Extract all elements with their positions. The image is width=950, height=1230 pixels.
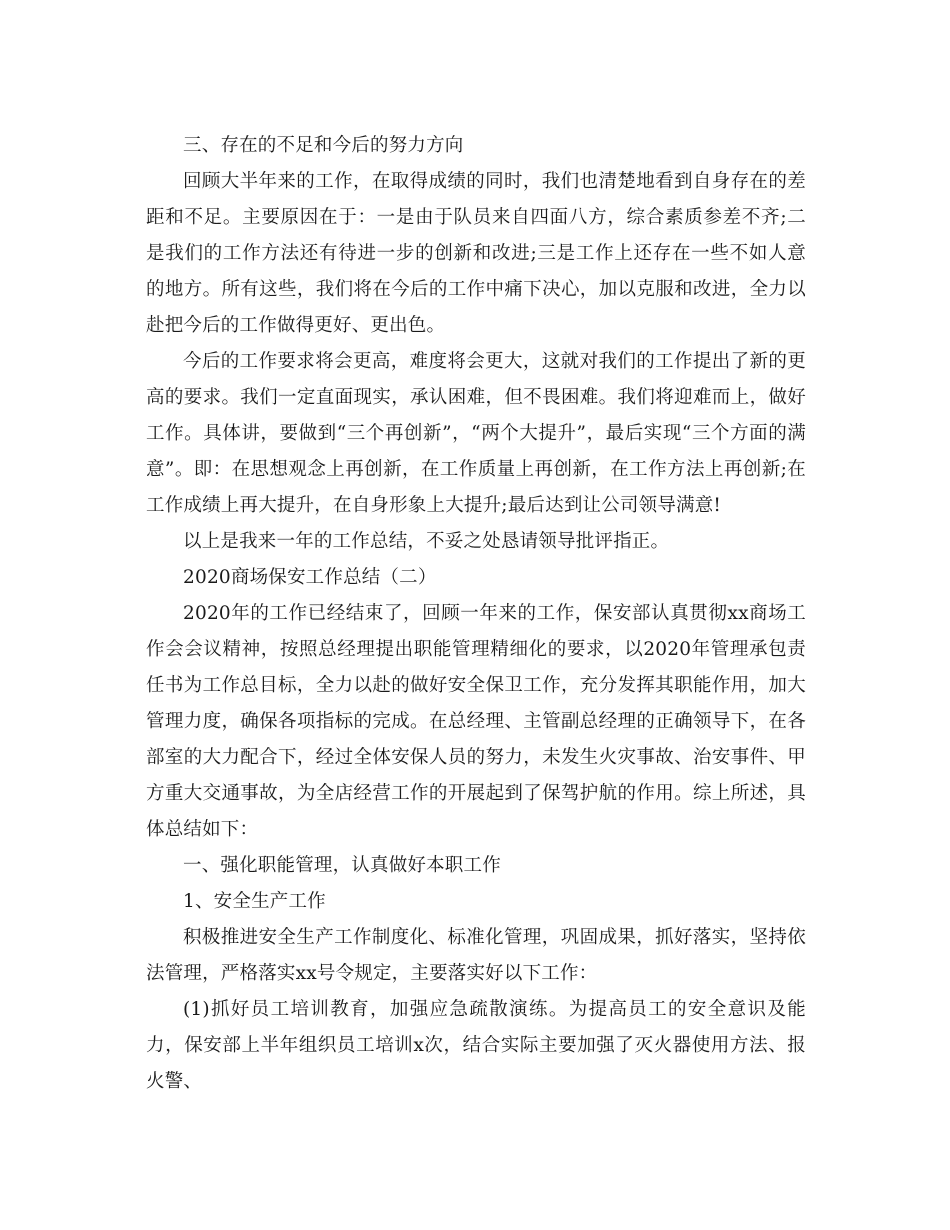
subsection-heading-safety-production: 1、安全生产工作	[183, 891, 326, 912]
document-body	[146, 128, 806, 1100]
document-subtitle: 2020商场保安工作总结（二）	[183, 567, 437, 588]
paragraph-review: 回顾大半年来的工作，在取得成绩的同时，我们也清楚地看到自身存在的差距和不足。主要原因在于：一是由于队员来自四面八方，综合素质参差不齐;二是我们的工作方法还有待进一步的创新和改进;三是工作上还存在一些不如人意的地方。所有这些，我们将在今后的工作中痛下决心，加以克服和改进，全力以赴把今后的工作做得更好、更出色。	[146, 171, 806, 336]
section-heading-functional-management: 一、强化职能管理，认真做好本职工作	[183, 855, 501, 876]
paragraph-safety-management: 积极推进安全生产工作制度化、标准化管理，巩固成果，抓好落实，坚持依法管理，严格落实xx号令规定，主要落实好以下工作：	[146, 927, 806, 984]
section-heading-shortcomings: 三、存在的不足和今后的努力方向	[183, 135, 464, 156]
paragraph-closing: 以上是我来一年的工作总结，不妥之处恳请领导批评指正。	[183, 531, 670, 552]
paragraph-future-requirements: 今后的工作要求将会更高，难度将会更大，这就对我们的工作提出了新的更高的要求。我们一定直面现实，承认困难，但不畏困难。我们将迎难而上，做好工作。具体讲，要做到“三个再创新”，“两个大提升”，最后实现“三个方面的满意”。即：在思想观念上再创新，在工作质量上再创新，在工作方法上再创新;在工作成绩上再大提升，在自身形象上大提升;最后达到让公司领导满意!	[146, 351, 806, 516]
paragraph-training: (1)抓好员工培训教育，加强应急疏散演练。为提高员工的安全意识及能力，保安部上半年组织员工培训x次，结合实际主要加强了灭火器使用方法、报火警、	[146, 999, 806, 1092]
paragraph-2020-summary: 2020年的工作已经结束了，回顾一年来的工作，保安部认真贯彻xx商场工作会会议精神，按照总经理提出职能管理精细化的要求，以2020年管理承包责任书为工作总目标，全力以赴的做好安全保卫工作，充分发挥其职能作用，加大管理力度，确保各项指标的完成。在总经理、主管副总经理的正确领导下，在各部室的大力配合下，经过全体安保人员的努力，未发生火灾事故、治安事件、甲方重大交通事故，为全店经营工作的开展起到了保驾护航的作用。综上所述，具体总结如下：	[146, 603, 806, 840]
